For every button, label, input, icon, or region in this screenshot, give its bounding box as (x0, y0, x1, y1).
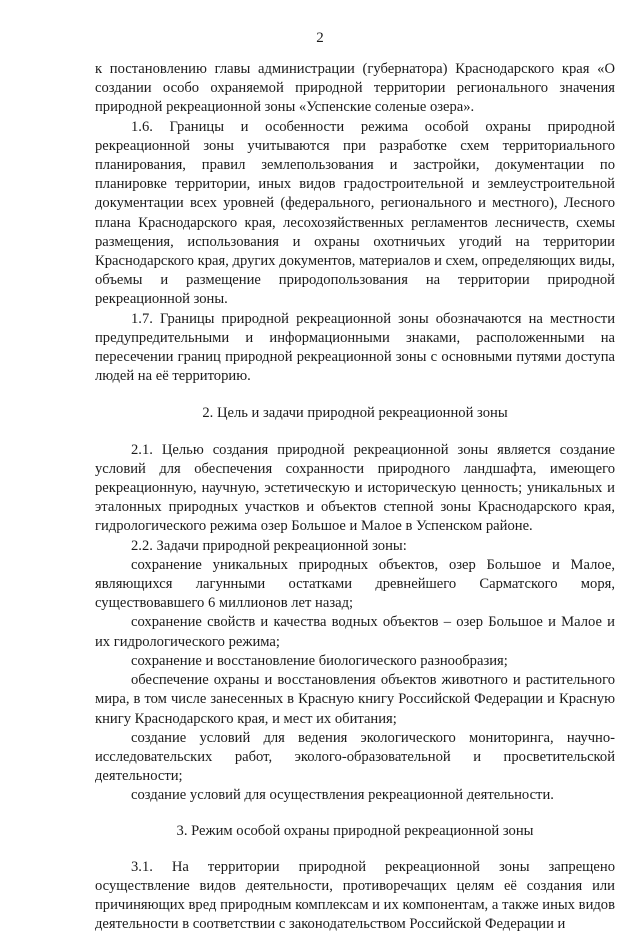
task-list-item: сохранение и восстановление биологического разнообразия; (131, 652, 508, 669)
task-list-item: сохранение свойств и качества водных объектов – озер Большое и Малое и их гидрологического режима; (95, 614, 615, 650)
task-list-item: создание условий для осуществления рекреационной деятельности. (131, 787, 554, 804)
section-3-heading: 3. Режим особой охраны природной рекреационной зоны (176, 822, 534, 839)
document-body (95, 60, 615, 935)
task-list-item: обеспечение охраны и восстановления объектов животного и растительного мира, в том числе занесенных в Красную книгу Российской Федерации и Красную книгу Краснодарского края, и мест их обитания; (95, 672, 615, 727)
paragraph-2-1: 2.1. Целью создания природной рекреационной зоны является создание условий для обеспечения сохранности природного ландшафта, имеющего рекреационную, научную, эстетическую и историческую ценность; уникальных и эталонных природных участков и объектов степной зоны Краснодарского края, гидрологического режима озер Большое и Малое в Успенском районе. (95, 441, 615, 535)
paragraph-2-2: 2.2. Задачи природной рекреационной зоны: (131, 537, 407, 554)
paragraph-1-7: 1.7. Границы природной рекреационной зоны обозначаются на местности предупредительными и информационными знаками, расположенными на пересечении границ природной рекреационной зоны с основными путями доступа людей на её территорию. (95, 310, 615, 385)
task-list-item: создание условий для ведения экологического мониторинга, научно-исследовательских работ, эколого-образовательной и просветительской деятельности; (95, 729, 615, 785)
section-2-heading: 2. Цель и задачи природной рекреационной зоны (202, 405, 508, 422)
paragraph-1-6: 1.6. Границы и особенности режима особой охраны природной рекреационной зоны учитываются при разработке схем территориального планирования, правил землепользования и застройки, документации по планировке территории, иных видов градостроительной и землеустроительной документации всех уровней (федерального, регионального и местного), Лесного плана Краснодарского края, лесохозяйственных регламентов лесничеств, схемы размещения, использования и охраны охотничьих угодий на территории Краснодарского края, других документов, материалов и схем, определяющих виды, объемы и размещение природопользования на территории природной рекреационной зоны. (95, 118, 615, 308)
page-number: 2 (316, 30, 324, 46)
task-list-item: сохранение уникальных природных объектов, озер Большое и Малое, являющихся лагунными остатками древнейшего Сарматского моря, существовавшего 6 миллионов лет назад; (95, 556, 615, 612)
paragraph-3-1: 3.1. На территории природной рекреационной зоны запрещено осуществление видов деятельности, противоречащих целям её создания или причиняющих вред природным комплексам и их компонентам, а также иных видов деятельности в соответствии с законодательством Российской Федерации и (95, 858, 615, 933)
paragraph-continuation: к постановлению главы администрации (губернатора) Краснодарского края «О создании особо охраняемой природной территории регионального значения природной рекреационной зоны «Успенские соленые озера». (95, 61, 615, 116)
